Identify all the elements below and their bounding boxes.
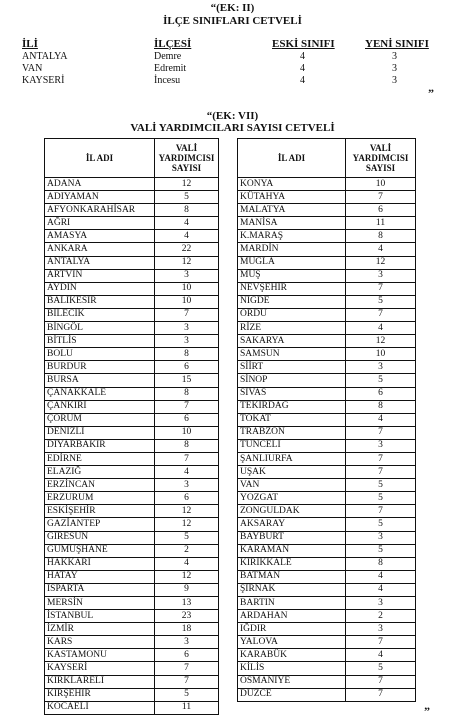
deputy-governor-count: 6 <box>155 649 219 662</box>
province-name: ŞIRNAK <box>238 583 346 596</box>
deputy-governor-count: 7 <box>346 191 416 204</box>
province-name: MERSİN <box>45 597 155 610</box>
table-row <box>238 570 416 583</box>
col-header-vali-yardimcisi: VALİ YARDIMCISI SAYISI <box>346 139 416 178</box>
deputy-governor-count: 12 <box>155 518 219 531</box>
deputy-governor-count: 8 <box>155 387 219 400</box>
province-name: UŞAK <box>238 466 346 479</box>
ek2-cell: Demre <box>154 51 182 62</box>
table-row <box>238 361 416 374</box>
province-name: BİTLİS <box>45 335 155 348</box>
deputy-governor-count: 10 <box>155 295 219 308</box>
province-name: ANTALYA <box>45 256 155 269</box>
deputy-governor-count: 9 <box>155 583 219 596</box>
deputy-governor-count: 7 <box>346 636 416 649</box>
province-name: ERZİNCAN <box>45 479 155 492</box>
table-row <box>45 243 219 256</box>
province-name: ERZURUM <box>45 492 155 505</box>
col-header-il-adi: İL ADI <box>45 139 155 178</box>
table-row <box>238 204 416 217</box>
province-name: KİLİS <box>238 662 346 675</box>
ek2-title: İLÇE SINIFLARI CETVELİ <box>163 15 302 27</box>
deputy-governor-count: 3 <box>346 531 416 544</box>
deputy-governor-count: 4 <box>346 243 416 256</box>
deputy-governor-count: 10 <box>155 426 219 439</box>
province-name: BİNGÖL <box>45 322 155 335</box>
deputy-governor-count: 3 <box>346 439 416 452</box>
deputy-governor-count: 8 <box>346 230 416 243</box>
deputy-governor-count: 6 <box>155 413 219 426</box>
deputy-governor-count: 8 <box>155 439 219 452</box>
ek2-header-eski: ESKİ SINIFI <box>272 38 335 50</box>
table-row <box>45 426 219 439</box>
deputy-governor-count: 8 <box>155 348 219 361</box>
province-name: MUŞ <box>238 269 346 282</box>
province-name: IĞDIR <box>238 623 346 636</box>
table-row <box>238 230 416 243</box>
province-name: MALATYA <box>238 204 346 217</box>
table-row <box>238 544 416 557</box>
col-header-il-adi: İL ADI <box>238 139 346 178</box>
province-name: DİYARBAKIR <box>45 439 155 452</box>
deputy-governor-count: 4 <box>346 649 416 662</box>
deputy-governor-count: 8 <box>346 557 416 570</box>
table-row <box>45 466 219 479</box>
province-name: RİZE <box>238 322 346 335</box>
ek2-cell: İncesu <box>154 75 181 86</box>
table-row <box>45 191 219 204</box>
ek2-cell: 4 <box>300 75 305 86</box>
table-row <box>238 439 416 452</box>
deputy-governor-count: 10 <box>155 282 219 295</box>
deputy-governor-count: 7 <box>346 688 416 701</box>
table-row <box>45 256 219 269</box>
province-name: AĞRI <box>45 217 155 230</box>
province-name: TUNCELİ <box>238 439 346 452</box>
province-name: DENİZLİ <box>45 426 155 439</box>
table-row <box>45 230 219 243</box>
deputy-governor-count: 15 <box>155 374 219 387</box>
table-row <box>45 400 219 413</box>
deputy-governor-count: 12 <box>346 256 416 269</box>
deputy-governor-count: 7 <box>155 662 219 675</box>
ek7-table-left <box>44 138 219 715</box>
province-name: KÜTAHYA <box>238 191 346 204</box>
table-row <box>238 413 416 426</box>
province-name: GİRESUN <box>45 531 155 544</box>
deputy-governor-count: 4 <box>155 466 219 479</box>
table-row <box>238 649 416 662</box>
table-row <box>238 675 416 688</box>
deputy-governor-count: 10 <box>346 348 416 361</box>
province-name: ÇORUM <box>45 413 155 426</box>
province-name: İSTANBUL <box>45 610 155 623</box>
deputy-governor-count: 7 <box>346 675 416 688</box>
province-name: MUĞLA <box>238 256 346 269</box>
deputy-governor-count: 23 <box>155 610 219 623</box>
table-row <box>45 662 219 675</box>
deputy-governor-count: 3 <box>155 479 219 492</box>
table-row <box>238 348 416 361</box>
province-name: BALIKESİR <box>45 295 155 308</box>
table-row <box>45 452 219 465</box>
province-name: ÇANAKKALE <box>45 387 155 400</box>
province-name: KARS <box>45 636 155 649</box>
deputy-governor-count: 5 <box>346 492 416 505</box>
table-row <box>45 308 219 321</box>
ek2-cell: KAYSERİ <box>22 75 65 86</box>
table-row <box>238 688 416 701</box>
deputy-governor-count: 11 <box>346 217 416 230</box>
province-name: BURDUR <box>45 361 155 374</box>
province-name: KOCAELİ <box>45 701 155 714</box>
province-name: ORDU <box>238 308 346 321</box>
table-row <box>238 178 416 191</box>
table-row <box>238 269 416 282</box>
province-name: BARTIN <box>238 597 346 610</box>
province-name: HATAY <box>45 570 155 583</box>
province-name: TRABZON <box>238 426 346 439</box>
province-name: AYDIN <box>45 282 155 295</box>
deputy-governor-count: 7 <box>346 505 416 518</box>
province-name: ÇANKIRI <box>45 400 155 413</box>
table-row <box>238 557 416 570</box>
ek2-header-yeni: YENİ SINIFI <box>365 38 429 50</box>
table-row <box>45 518 219 531</box>
province-name: ZONGULDAK <box>238 505 346 518</box>
province-name: OSMANİYE <box>238 675 346 688</box>
table-row <box>45 348 219 361</box>
table-row <box>45 557 219 570</box>
deputy-governor-count: 4 <box>155 557 219 570</box>
deputy-governor-count: 8 <box>346 400 416 413</box>
table-row <box>45 178 219 191</box>
table-row <box>45 570 219 583</box>
province-name: MANİSA <box>238 217 346 230</box>
deputy-governor-count: 6 <box>155 361 219 374</box>
table-row <box>45 361 219 374</box>
province-name: KONYA <box>238 178 346 191</box>
deputy-governor-count: 12 <box>155 256 219 269</box>
province-name: SAMSUN <box>238 348 346 361</box>
table-row <box>45 610 219 623</box>
table-row <box>45 505 219 518</box>
deputy-governor-count: 7 <box>155 400 219 413</box>
province-name: AMASYA <box>45 230 155 243</box>
deputy-governor-count: 5 <box>346 374 416 387</box>
province-name: SİVAS <box>238 387 346 400</box>
table-row <box>238 636 416 649</box>
table-row <box>238 531 416 544</box>
table-row <box>45 413 219 426</box>
province-name: ARDAHAN <box>238 610 346 623</box>
deputy-governor-count: 4 <box>155 217 219 230</box>
province-name: YALOVA <box>238 636 346 649</box>
deputy-governor-count: 3 <box>346 597 416 610</box>
province-name: KIRIKKALE <box>238 557 346 570</box>
province-name: BURSA <box>45 374 155 387</box>
deputy-governor-count: 4 <box>346 583 416 596</box>
deputy-governor-count: 5 <box>155 531 219 544</box>
province-name: MARDİN <box>238 243 346 256</box>
deputy-governor-count: 5 <box>346 295 416 308</box>
province-name: ŞANLIURFA <box>238 452 346 465</box>
ek2-mark: “(EK: II) <box>210 2 255 14</box>
province-name: VAN <box>238 479 346 492</box>
ek2-cell: Edremit <box>154 63 187 74</box>
deputy-governor-count: 11 <box>155 701 219 714</box>
table-row <box>238 505 416 518</box>
table-row <box>238 597 416 610</box>
deputy-governor-count: 7 <box>155 308 219 321</box>
province-name: TEKİRDAĞ <box>238 400 346 413</box>
province-name: GAZİANTEP <box>45 518 155 531</box>
deputy-governor-count: 4 <box>346 570 416 583</box>
province-name: K.MARAŞ <box>238 230 346 243</box>
table-row <box>238 217 416 230</box>
province-name: HAKKARİ <box>45 557 155 570</box>
province-name: KAYSERİ <box>45 662 155 675</box>
deputy-governor-count: 13 <box>155 597 219 610</box>
ek2-cell: 4 <box>300 51 305 62</box>
province-name: KARABÜK <box>238 649 346 662</box>
province-name: SİNOP <box>238 374 346 387</box>
province-name: ESKİŞEHİR <box>45 505 155 518</box>
table-row <box>45 374 219 387</box>
province-name: AKSARAY <box>238 518 346 531</box>
table-row <box>45 544 219 557</box>
deputy-governor-count: 12 <box>346 335 416 348</box>
table-row <box>45 335 219 348</box>
deputy-governor-count: 22 <box>155 243 219 256</box>
table-row <box>238 623 416 636</box>
province-name: NİĞDE <box>238 295 346 308</box>
province-name: BAYBURT <box>238 531 346 544</box>
ek2-cell: VAN <box>22 63 43 74</box>
deputy-governor-count: 3 <box>346 361 416 374</box>
table-row <box>238 426 416 439</box>
province-name: YOZGAT <box>238 492 346 505</box>
province-name: KARAMAN <box>238 544 346 557</box>
deputy-governor-count: 7 <box>346 282 416 295</box>
table-row <box>238 256 416 269</box>
table-row <box>45 531 219 544</box>
province-name: ELAZIĞ <box>45 466 155 479</box>
ek2-cell: 3 <box>392 63 397 74</box>
province-name: BİLECİK <box>45 308 155 321</box>
province-name: KASTAMONU <box>45 649 155 662</box>
table-row <box>238 466 416 479</box>
province-name: İZMİR <box>45 623 155 636</box>
province-name: KIRŞEHİR <box>45 688 155 701</box>
table-row <box>45 479 219 492</box>
deputy-governor-count: 4 <box>346 413 416 426</box>
deputy-governor-count: 2 <box>346 610 416 623</box>
ek7-table-right <box>237 138 416 702</box>
deputy-governor-count: 7 <box>155 452 219 465</box>
province-name: ISPARTA <box>45 583 155 596</box>
table-row <box>45 322 219 335</box>
deputy-governor-count: 6 <box>346 204 416 217</box>
table-row <box>238 583 416 596</box>
province-name: BATMAN <box>238 570 346 583</box>
province-name: ADANA <box>45 178 155 191</box>
province-name: NEVŞEHİR <box>238 282 346 295</box>
deputy-governor-count: 5 <box>155 688 219 701</box>
ek2-header-il: İLİ <box>22 38 38 50</box>
table-row <box>238 322 416 335</box>
table-row <box>45 636 219 649</box>
province-name: DÜZCE <box>238 688 346 701</box>
table-row <box>45 688 219 701</box>
table-row <box>238 374 416 387</box>
province-name: SİİRT <box>238 361 346 374</box>
province-name: BOLU <box>45 348 155 361</box>
table-row <box>45 204 219 217</box>
table-row <box>45 282 219 295</box>
deputy-governor-count: 6 <box>346 387 416 400</box>
ek7-mark: “(EK: VII) <box>206 110 259 122</box>
deputy-governor-count: 5 <box>346 518 416 531</box>
deputy-governor-count: 7 <box>346 466 416 479</box>
table-row <box>238 243 416 256</box>
province-name: TOKAT <box>238 413 346 426</box>
table-row <box>238 662 416 675</box>
province-name: ARTVİN <box>45 269 155 282</box>
deputy-governor-count: 3 <box>346 269 416 282</box>
deputy-governor-count: 5 <box>346 544 416 557</box>
table-row <box>45 217 219 230</box>
deputy-governor-count: 7 <box>346 452 416 465</box>
deputy-governor-count: 4 <box>155 230 219 243</box>
deputy-governor-count: 5 <box>346 662 416 675</box>
table-row <box>45 583 219 596</box>
table-row <box>238 452 416 465</box>
deputy-governor-count: 2 <box>155 544 219 557</box>
table-row <box>238 282 416 295</box>
deputy-governor-count: 10 <box>346 178 416 191</box>
deputy-governor-count: 12 <box>155 505 219 518</box>
province-name: GÜMÜŞHANE <box>45 544 155 557</box>
table-row <box>45 387 219 400</box>
deputy-governor-count: 7 <box>155 675 219 688</box>
ek7-close-quote: ” <box>424 704 430 718</box>
deputy-governor-count: 3 <box>155 636 219 649</box>
table-row <box>238 492 416 505</box>
table-row <box>45 701 219 714</box>
deputy-governor-count: 7 <box>346 308 416 321</box>
table-row <box>238 335 416 348</box>
table-row <box>238 191 416 204</box>
ek2-cell: 3 <box>392 51 397 62</box>
province-name: AFYONKARAHİSAR <box>45 204 155 217</box>
province-name: ANKARA <box>45 243 155 256</box>
table-row <box>45 492 219 505</box>
table-row <box>238 308 416 321</box>
deputy-governor-count: 3 <box>346 623 416 636</box>
ek7-title: VALİ YARDIMCILARI SAYISI CETVELİ <box>130 122 335 134</box>
province-name: KIRKLARELİ <box>45 675 155 688</box>
ek2-cell: ANTALYA <box>22 51 68 62</box>
deputy-governor-count: 6 <box>155 492 219 505</box>
table-row <box>45 649 219 662</box>
table-row <box>45 623 219 636</box>
province-name: SAKARYA <box>238 335 346 348</box>
ek2-header-ilce: İLÇESİ <box>154 38 192 50</box>
province-name: EDİRNE <box>45 452 155 465</box>
deputy-governor-count: 18 <box>155 623 219 636</box>
table-row <box>45 269 219 282</box>
deputy-governor-count: 5 <box>155 191 219 204</box>
table-row <box>238 479 416 492</box>
deputy-governor-count: 8 <box>155 204 219 217</box>
table-row <box>238 295 416 308</box>
ek2-close-quote: ” <box>428 86 434 100</box>
deputy-governor-count: 7 <box>346 426 416 439</box>
col-header-vali-yardimcisi: VALİ YARDIMCISI SAYISI <box>155 139 219 178</box>
ek2-cell: 4 <box>300 63 305 74</box>
province-name: ADIYAMAN <box>45 191 155 204</box>
deputy-governor-count: 5 <box>346 479 416 492</box>
ek2-cell: 3 <box>392 75 397 86</box>
table-row <box>238 610 416 623</box>
deputy-governor-count: 12 <box>155 178 219 191</box>
table-row <box>238 387 416 400</box>
table-row <box>238 400 416 413</box>
deputy-governor-count: 3 <box>155 322 219 335</box>
deputy-governor-count: 4 <box>346 322 416 335</box>
table-row <box>45 295 219 308</box>
deputy-governor-count: 3 <box>155 269 219 282</box>
table-row <box>45 675 219 688</box>
deputy-governor-count: 12 <box>155 570 219 583</box>
deputy-governor-count: 3 <box>155 335 219 348</box>
table-row <box>45 597 219 610</box>
table-row <box>238 518 416 531</box>
table-row <box>45 439 219 452</box>
